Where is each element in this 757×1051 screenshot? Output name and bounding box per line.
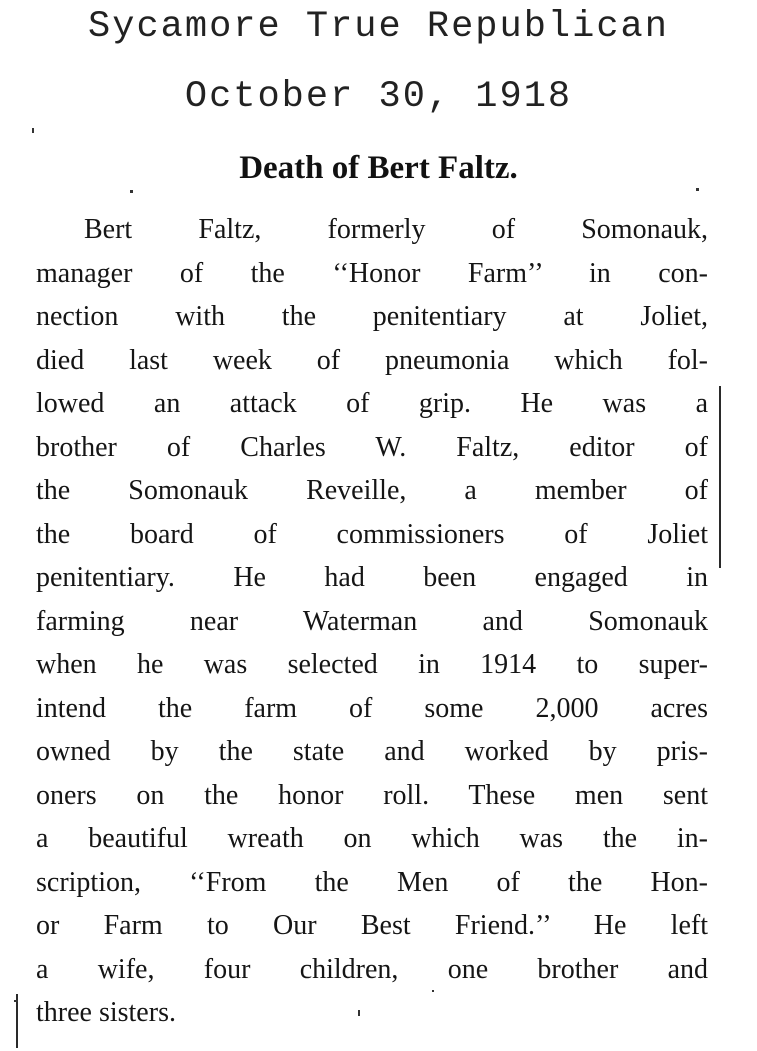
article-line: manager of the ‘‘Honor Farm’’ in con- [36,257,708,289]
article-line: a wife, four children, one brother and [36,953,708,985]
scan-speck [358,1010,360,1016]
article-line: lowed an attack of grip. He was a [36,388,708,419]
scan-speck [14,1000,18,1002]
article-line: nection with the penitentiary at Joliet, [36,301,708,332]
newspaper-name: Sycamore True Republican [88,6,669,48]
scan-speck [432,990,434,992]
article-line: intend the farm of some 2,000 acres [36,692,708,724]
article-line: farming near Waterman and Somonauk [36,605,708,637]
scan-speck [32,128,34,133]
scan-speck [696,188,699,191]
article-line: the board of commissioners of Joliet [36,518,708,550]
article-line: owned by the state and worked by pris- [36,736,708,767]
article-line: a beautiful wreath on which was the in- [36,823,708,854]
article-line: when he was selected in 1914 to super- [36,649,708,680]
article-line: or Farm to Our Best Friend.’’ He left [36,910,708,941]
article-body [36,208,708,1035]
publication-date: October 30, 1918 [184,76,573,118]
article-line: penitentiary. He had been engaged in [36,562,708,593]
scan-speck [130,190,133,193]
article-line: died last week of pneumonia which fol- [36,344,708,376]
column-rule-right [719,386,721,568]
article-line: oners on the honor roll. These men sent [36,779,708,811]
article-line: Bert Faltz, formerly of Somonauk, [84,214,708,245]
column-rule-left [16,994,18,1048]
article-line: scription, ‘‘From the Men of the Hon- [36,866,708,898]
article-line: the Somonauk Reveille, a member of [36,475,708,506]
article-headline: Death of Bert Faltz. [239,150,518,186]
article-line: brother of Charles W. Faltz, editor of [36,431,708,463]
article-line: three sisters. [36,997,176,1028]
